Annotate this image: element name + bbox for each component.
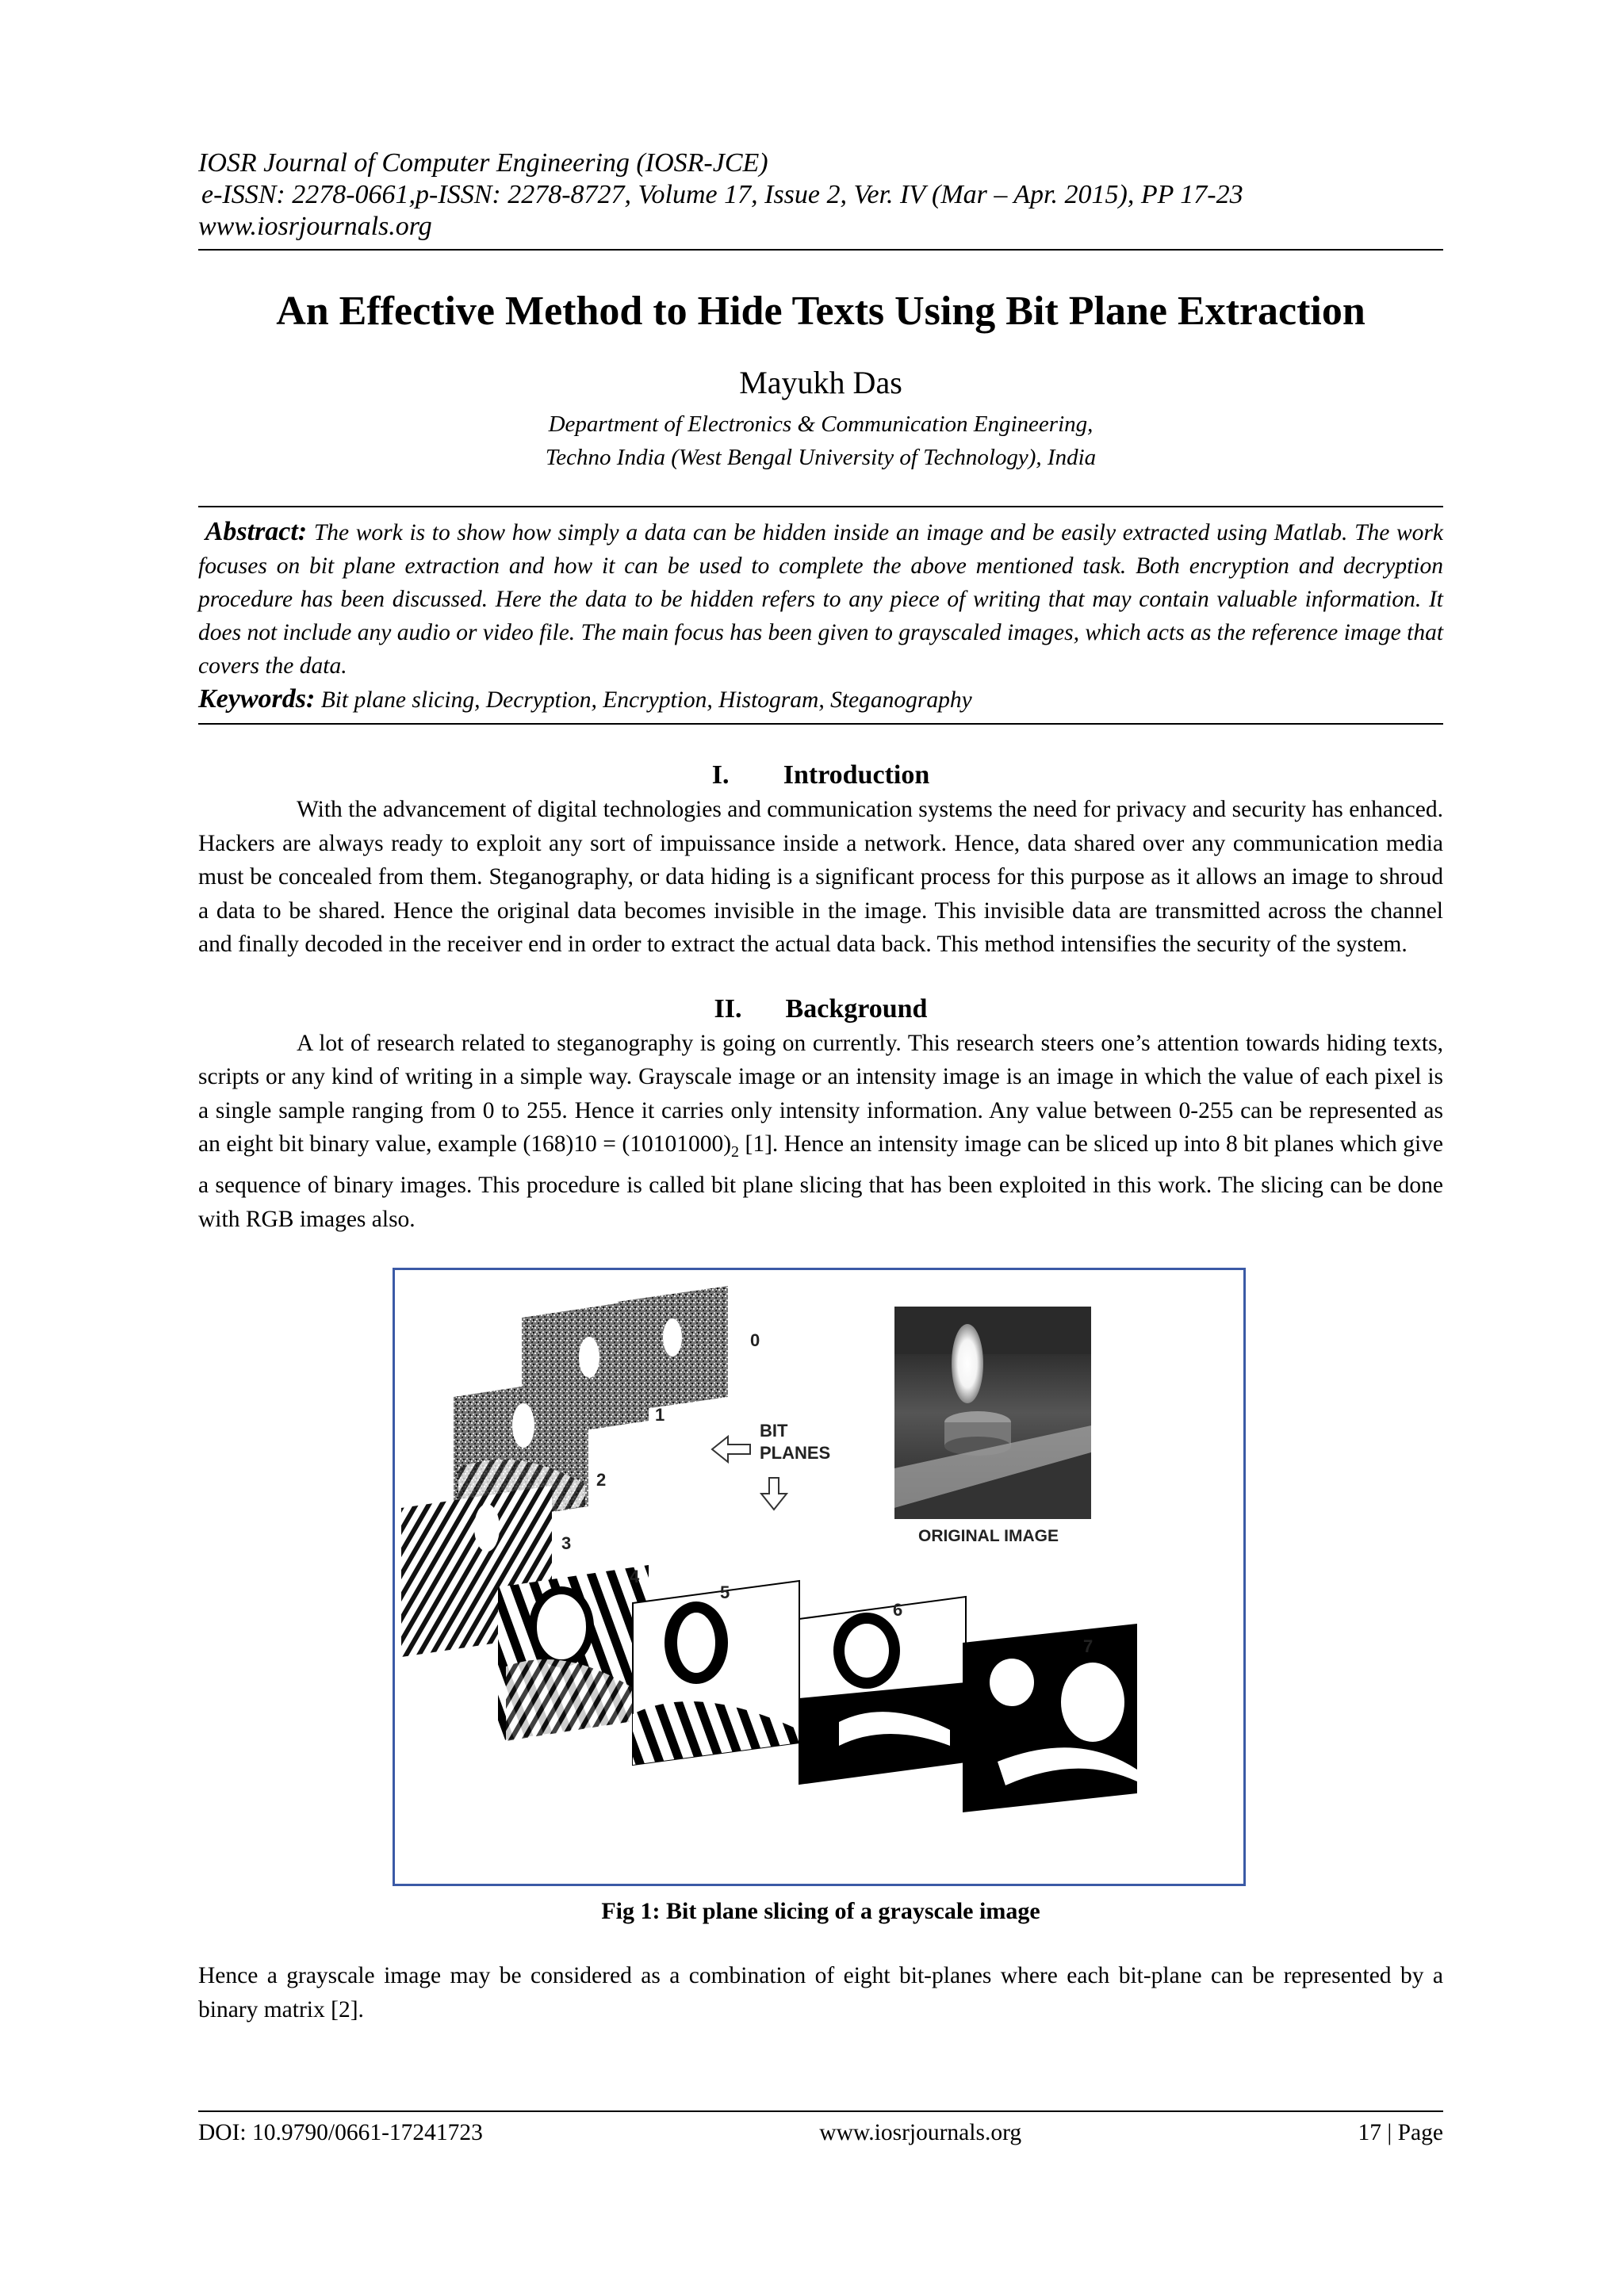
- footer-site: www.iosrjournals.org: [819, 2120, 1022, 2145]
- abstract: [198, 515, 1443, 683]
- keywords-text: Bit plane slicing, Decryption, Encryption, Histogram, Steganography: [315, 687, 972, 713]
- page-footer: [198, 2110, 1443, 2146]
- journal-issue: e-ISSN: 2278-0661,p-ISSN: 2278-8727, Volume 17, Issue 2, Ver. IV (Mar – Apr. 2015), PP 17-23: [201, 180, 1243, 209]
- introduction-paragraph: With the advancement of digital technologies and communication systems the need for privacy and security has enhanced. Hackers are always ready to exploit any sort of impuissance inside a network. Hence, data shared over any communication media must be concealed from them. Steganography, or data hiding is a significant process for this purpose as it allows an image to shroud a data to be shared. Hence the original data becomes invisible in the image. This invisible data are transmitted across the channel and finally decoded in the receiver end in order to extract the actual data back. This method intensifies the security of the system.: [198, 797, 1443, 957]
- header-rule: [198, 249, 1443, 251]
- down-arrow-icon: [761, 1478, 787, 1510]
- paper-page: [198, 147, 1443, 2026]
- bit-planes-label-line2: PLANES: [760, 1443, 831, 1464]
- journal-name: IOSR Journal of Computer Engineering (IOSR-JCE): [198, 148, 768, 178]
- affiliation-line-2: Techno India (West Bengal University of Technology), India: [545, 445, 1097, 470]
- journal-header: [198, 147, 1443, 243]
- original-image: [894, 1307, 1091, 1519]
- paper-title: An Effective Method to Hide Texts Using Bit Plane Extraction: [276, 289, 1365, 334]
- background-text-a: A lot of research related to steganography is going on currently. This research steers one’s attention towards hiding texts, scripts or any kind of writing in a simple way. Grayscale image or an intensity image is an image in which the value of each pixel is a single sample ranging from 0 to 255. Hence it carries only intensity information. Any value between 0-255 can be represented as an eight bit binary value, example (168)10 = (10101000): [198, 1030, 1443, 1157]
- section-title: Introduction: [783, 760, 930, 790]
- journal-url: www.iosrjournals.org: [198, 212, 432, 241]
- bit-planes-label-line1: BIT: [760, 1421, 788, 1441]
- left-arrow-icon: [712, 1437, 750, 1462]
- affiliation-line-1: Department of Electronics & Communication Engineering,: [548, 411, 1094, 437]
- abstract-label: Abstract:: [205, 517, 308, 546]
- abstract-text: The work is to show how simply a data can be hidden inside an image and be easily extracted using Matlab. The work focuses on bit plane extraction and how it can be used to complete the above mentioned task. Both encryption and decryption procedure has been discussed. Here the data to be hidden refers to any piece of writing that may contain valuable information. It does not include any audio or video file. The main focus has been given to grayscaled images, which acts as the reference image that covers the data.: [198, 520, 1444, 679]
- plane-label-0: 0: [750, 1330, 760, 1351]
- background-paragraph: [198, 1027, 1443, 1237]
- section-number: II.: [714, 993, 742, 1024]
- closing-paragraph: Hence a grayscale image may be considered as a combination of eight bit-planes where each bit-plane can be represented by a binary matrix [2].: [198, 1963, 1443, 2022]
- keywords: [198, 683, 1443, 717]
- bit-plane-7: [963, 1624, 1137, 1812]
- binary-subscript: 2: [731, 1142, 740, 1161]
- keywords-label: Keywords:: [198, 684, 316, 714]
- figure-1: [393, 1268, 1246, 1886]
- plane-label-1: 1: [655, 1405, 665, 1425]
- bit-plane-5: [633, 1581, 799, 1765]
- original-image-label: ORIGINAL IMAGE: [918, 1527, 1059, 1546]
- plane-label-4: 4: [630, 1567, 640, 1587]
- background-text-b: [1]. Hence an intensity image can be sliced up into 8 bit planes which give a sequence of binary images. This procedure is called bit plane slicing that has been exploited in this work. The slicing can be done with RGB images also.: [198, 1131, 1443, 1232]
- section-title: Background: [785, 993, 928, 1024]
- bit-plane-6: [799, 1597, 966, 1784]
- plane-label-3: 3: [561, 1533, 572, 1554]
- section-heading-background: [198, 993, 1443, 1025]
- plane-label-6: 6: [893, 1600, 903, 1621]
- abstract-box: [198, 506, 1443, 725]
- section-number: I.: [711, 760, 730, 790]
- figure-caption: Fig 1: Bit plane slicing of a grayscale image: [601, 1898, 1040, 1925]
- plane-label-2: 2: [596, 1470, 607, 1490]
- section-heading-introduction: [198, 760, 1443, 791]
- affiliation: [198, 408, 1443, 474]
- bit-plane-4: [498, 1565, 649, 1741]
- author-name: Mayukh Das: [739, 365, 902, 400]
- footer-doi: DOI: 10.9790/0661-17241723: [198, 2120, 483, 2145]
- plane-label-7: 7: [1083, 1636, 1094, 1657]
- plane-label-5: 5: [720, 1582, 730, 1603]
- footer-page-number: 17 | Page: [1358, 2120, 1443, 2145]
- bit-plane-illustration: [395, 1270, 1243, 1884]
